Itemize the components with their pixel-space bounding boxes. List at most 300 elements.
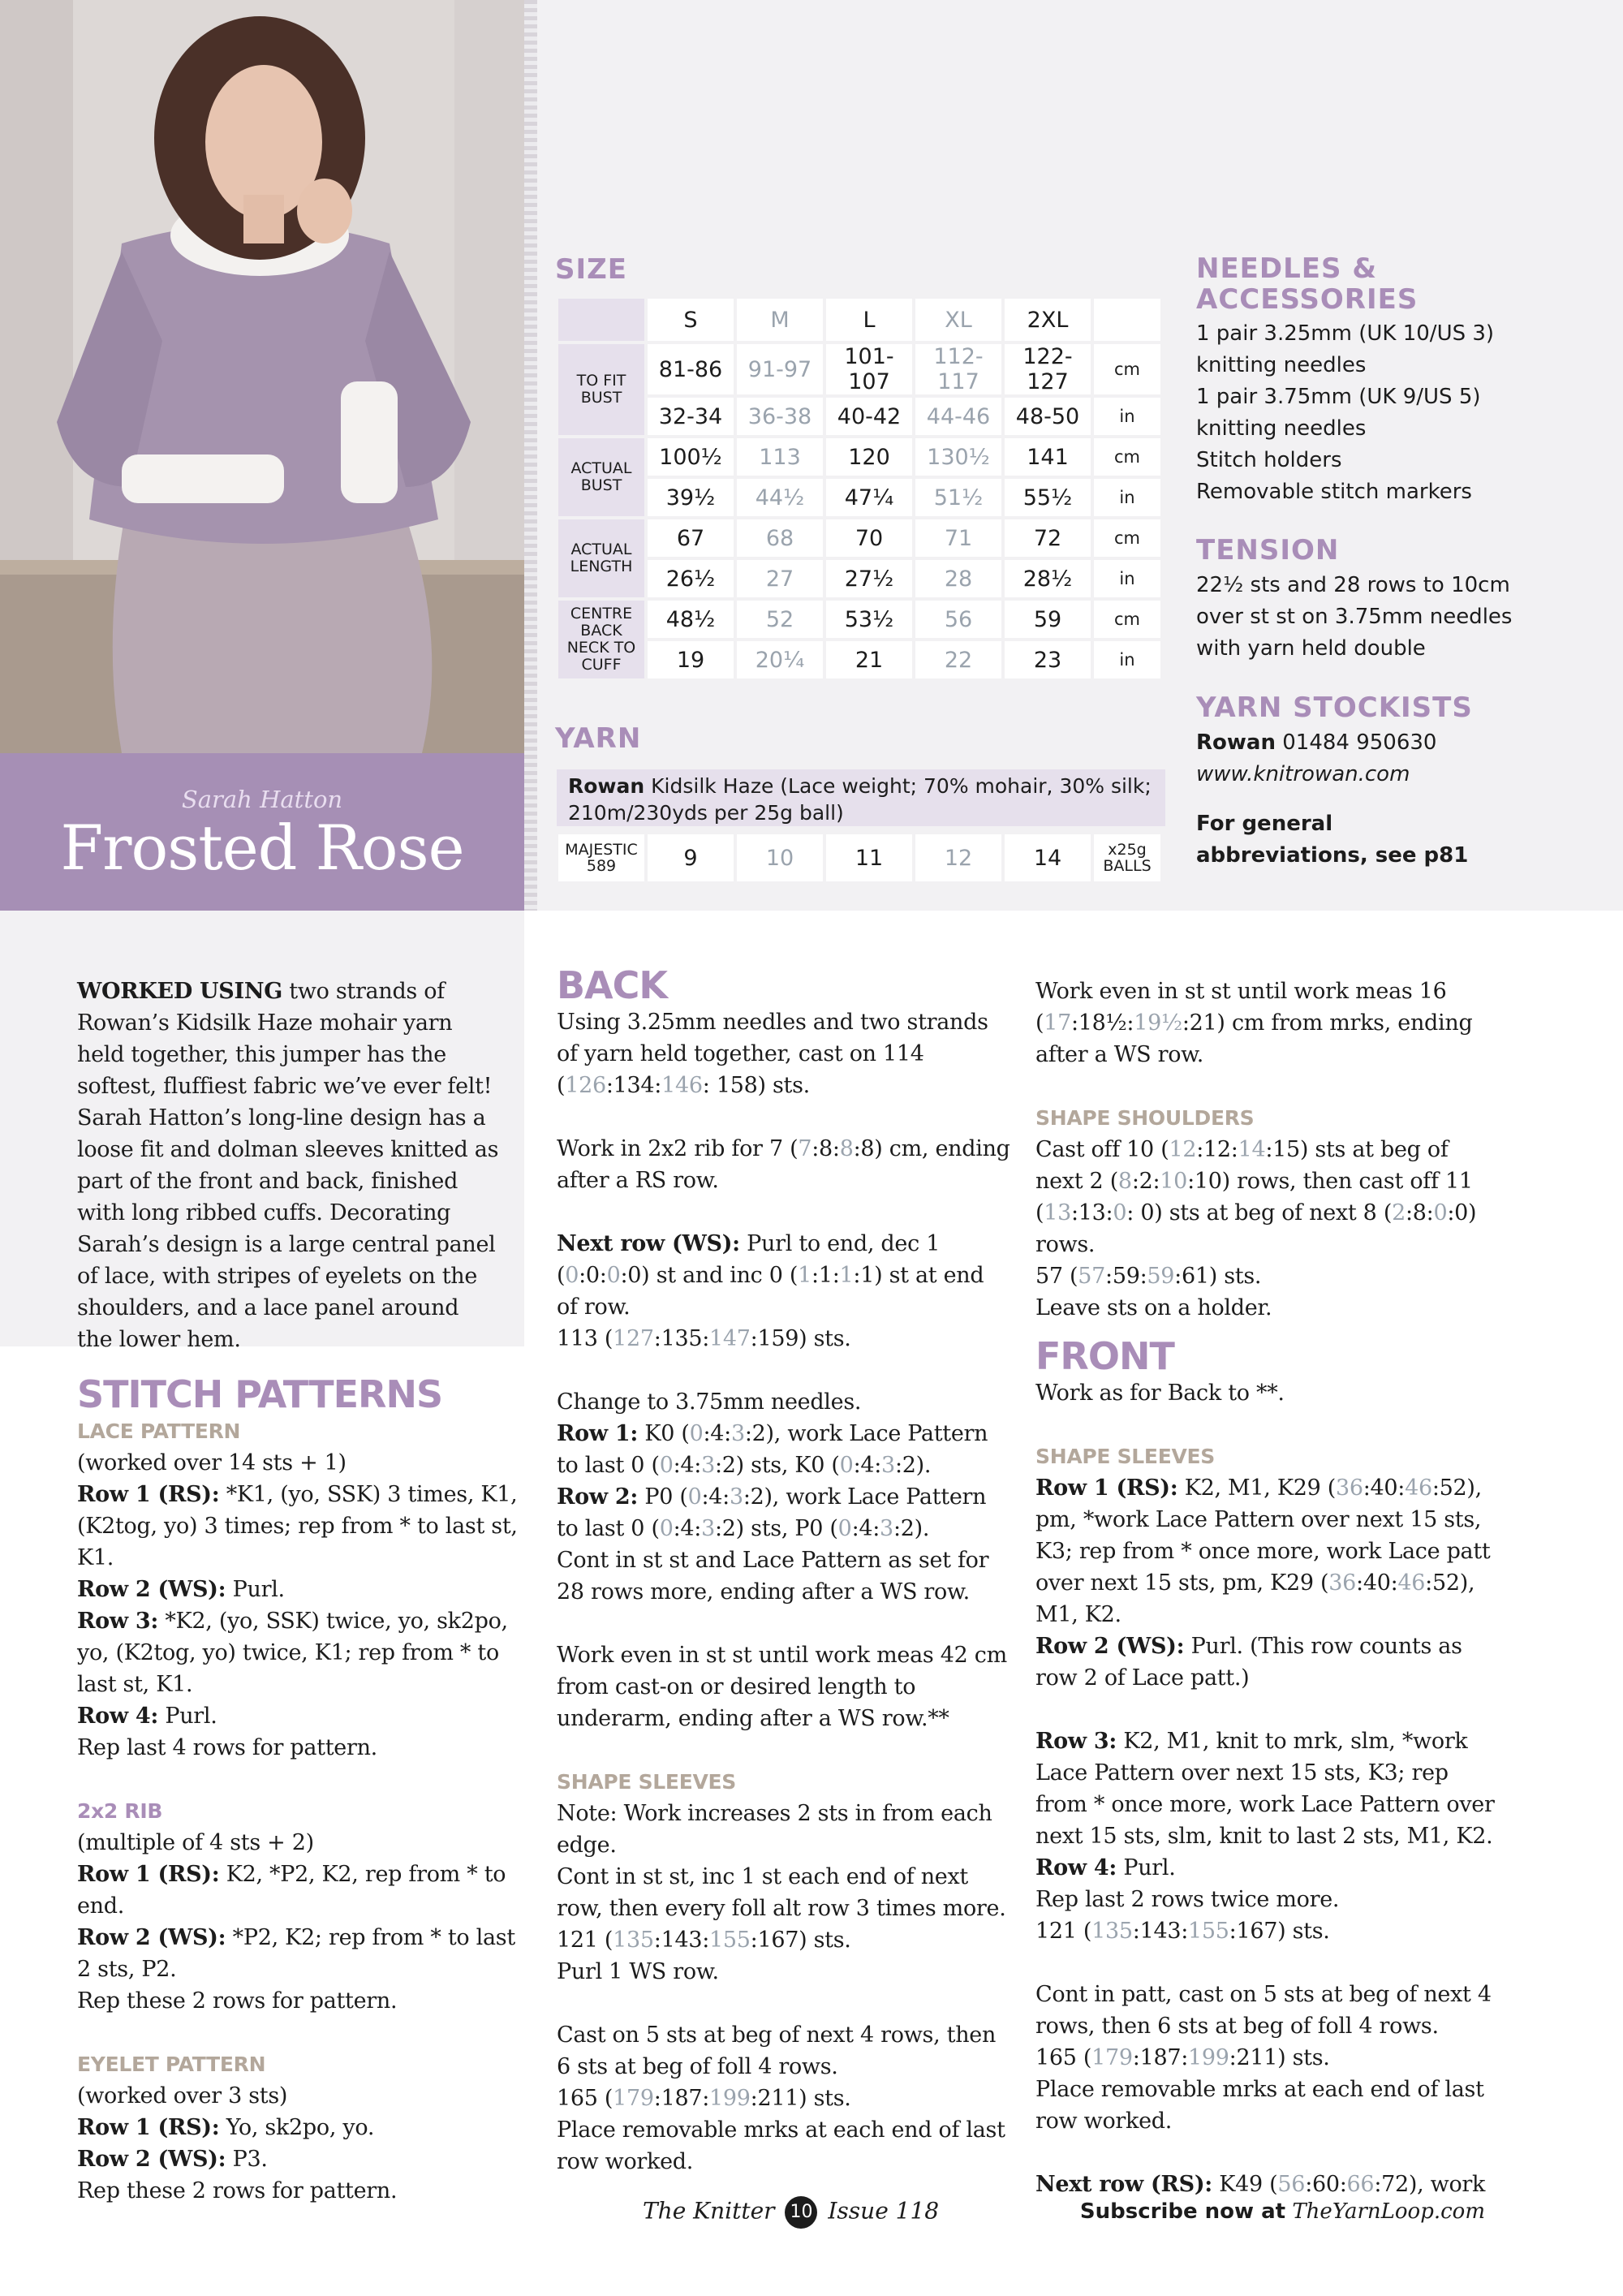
text: :21) cm from mrks, ending after a WS row. <box>1035 1010 1473 1067</box>
row-label: Row 3: <box>1035 1729 1117 1754</box>
text: Using 3.25mm needles and two strands of yarn held together, cast on 114 ( <box>557 1010 988 1098</box>
eyelet-repeat: Rep these 2 rows for pattern. <box>77 2178 398 2203</box>
text: 3 <box>701 1516 715 1541</box>
back-row-1 <box>557 1418 1011 1481</box>
yarn-unit: x25g BALLS <box>1094 834 1160 881</box>
back-rib <box>557 1133 1011 1196</box>
size-cell: 48½ <box>648 601 734 638</box>
front-count-1 <box>1035 1915 1502 1947</box>
text: :15) sts at beg of next 2 ( <box>1035 1137 1449 1194</box>
text: 0 <box>659 1453 674 1478</box>
size-unit: cm <box>1094 519 1160 557</box>
text: :40: <box>1356 1570 1398 1596</box>
text: :1) st at end of row. <box>557 1263 984 1320</box>
text: 7 <box>798 1136 812 1161</box>
text: 147 <box>709 1326 751 1351</box>
text: 135 <box>1091 1919 1133 1944</box>
stockists-block <box>1196 727 1602 872</box>
text: :211) sts. <box>750 2086 851 2111</box>
stitch-patterns-column <box>77 1373 532 2207</box>
intro-lead: WORKED USING <box>77 979 282 1004</box>
text: :13: <box>1071 1200 1113 1226</box>
text: 1 <box>798 1263 812 1288</box>
text: 127 <box>613 1326 654 1351</box>
size-unit: cm <box>1094 438 1160 476</box>
size-cell: 113 <box>737 438 823 476</box>
text: 3 <box>880 1516 893 1541</box>
needles-item: Stitch holders <box>1196 448 1342 472</box>
eyelet-row-2 <box>77 2143 532 2175</box>
text: :8) cm, ending after a RS row. <box>557 1136 1010 1193</box>
text: :59: <box>1105 1264 1147 1289</box>
text: :1: <box>812 1263 840 1288</box>
leave-sts: Leave sts on a holder. <box>1035 1295 1272 1320</box>
shoulders-count <box>1035 1260 1502 1292</box>
size-cell: 39½ <box>648 479 734 516</box>
front-cont: Cont in patt, cast on 5 sts at beg of next 4 rows, then 6 sts at beg of foll 4 rows. <box>1035 1982 1492 2039</box>
stockist-name: Rowan <box>1196 730 1276 755</box>
size-row <box>558 398 1160 435</box>
row-text: *K2, (yo, SSK) twice, yo, sk2po, yo, (K2tog, yo) twice, K1; rep from * to last st, K1. <box>77 1609 508 1697</box>
text: :8: <box>1405 1200 1434 1226</box>
text: :4: <box>851 1516 880 1541</box>
subscribe-text: Subscribe now at <box>1079 2199 1286 2224</box>
front-markers: Place removable mrks at each end of last row worked. <box>1035 2077 1484 2134</box>
text: 19½ <box>1134 1010 1182 1036</box>
text: 56 <box>1277 2172 1306 2197</box>
size-cell: 120 <box>826 438 912 476</box>
text: 57 <box>1078 1264 1106 1289</box>
text: :2), work Lace Pattern to last 0 ( <box>557 1421 988 1478</box>
text: 66 <box>1346 2172 1375 2197</box>
text: 113 ( <box>557 1326 613 1351</box>
front-row-4 <box>1035 1852 1502 1884</box>
size-cell: 141 <box>1005 438 1091 476</box>
text: 165 ( <box>557 2086 613 2111</box>
size-cell: 28½ <box>1005 560 1091 597</box>
back-sleeves-note: Note: Work increases 2 sts in from each edge. <box>557 1801 992 1858</box>
yarn-balls: 9 <box>648 834 734 881</box>
text: 1 <box>839 1263 854 1288</box>
size-cell: 47¼ <box>826 479 912 516</box>
stockist-website[interactable]: www.knitrowan.com <box>1196 762 1410 786</box>
col3-work-even <box>1035 976 1502 1070</box>
shape-shoulders-heading: SHAPE SHOULDERS <box>1035 1106 1255 1130</box>
size-row <box>558 519 1160 557</box>
text: 3 <box>881 1453 895 1478</box>
size-cell: 56 <box>915 601 1001 638</box>
text: 46 <box>1397 1570 1426 1596</box>
back-count-1 <box>557 1323 1011 1355</box>
text: :167) sts. <box>1229 1919 1330 1944</box>
text: 17 <box>1044 1010 1071 1036</box>
text: :18½: <box>1071 1010 1134 1036</box>
size-cell: 53½ <box>826 601 912 638</box>
lace-repeat: Rep last 4 rows for pattern. <box>77 1735 377 1760</box>
text: :134: <box>605 1073 662 1098</box>
size-cell: 19 <box>648 641 734 678</box>
row-label: Row 2 (WS): <box>77 2147 226 2172</box>
front-heading: FRONT <box>1035 1334 1174 1378</box>
size-cell: 44-46 <box>915 398 1001 435</box>
size-cell: 26½ <box>648 560 734 597</box>
text: :143: <box>653 1928 710 1953</box>
text: 0 <box>1113 1200 1127 1226</box>
size-cell: 21 <box>826 641 912 678</box>
intro-paragraph <box>77 976 499 1355</box>
row-label: Row 1 (RS): <box>77 2115 220 2140</box>
size-m: M <box>737 299 823 341</box>
yarn-balls: 10 <box>737 834 823 881</box>
size-header-blank <box>558 299 644 341</box>
text: 8 <box>1117 1169 1132 1194</box>
tension-text: 22½ sts and 28 rows to 10cm over st st on 3.75mm needles with yarn held double <box>1196 573 1513 661</box>
size-table <box>555 295 1164 682</box>
text: 165 ( <box>1035 2045 1092 2070</box>
eyelet-note: (worked over 3 sts) <box>77 2083 288 2109</box>
text: :8: <box>812 1136 840 1161</box>
front-column <box>1035 976 1502 2200</box>
needles-heading: NEEDLES & ACCESSORIES <box>1196 252 1419 316</box>
size-cell: 36-38 <box>737 398 823 435</box>
text: 0 <box>565 1263 579 1288</box>
row-label: Row 2: <box>557 1484 639 1510</box>
text: :4: <box>701 1484 730 1510</box>
back-row-2 <box>557 1481 1011 1544</box>
size-row <box>558 438 1160 476</box>
row-label: Row 2 (WS): <box>77 1577 226 1602</box>
row-label: Row 2 (WS): <box>1035 1634 1185 1659</box>
row-label: Next row (RS): <box>1035 2172 1212 2197</box>
row-text: *K1, (yo, SSK) 3 times, K1, (K2tog, yo) 3 times; rep from * to last st, K1. <box>77 1482 518 1570</box>
text: 0 <box>606 1263 621 1288</box>
back-markers: Place removable mrks at each end of last row worked. <box>557 2117 1005 2174</box>
size-cell: 71 <box>915 519 1001 557</box>
text: Work even in st st until work meas 16 ( <box>1035 979 1447 1036</box>
size-unit: cm <box>1094 344 1160 394</box>
text: :2: <box>1131 1169 1160 1194</box>
size-cell: 59 <box>1005 601 1091 638</box>
front-count-2 <box>1035 2042 1502 2074</box>
back-purl-row: Purl 1 WS row. <box>557 1959 719 1984</box>
size-header-unit <box>1094 299 1160 341</box>
text: :167) sts. <box>750 1928 851 1953</box>
page-number: 10 <box>785 2196 817 2229</box>
text: :4: <box>853 1453 882 1478</box>
size-cell: 122-127 <box>1005 344 1091 394</box>
size-cell: 27½ <box>826 560 912 597</box>
issue-number: Issue 118 <box>828 2197 940 2225</box>
size-unit: cm <box>1094 601 1160 638</box>
back-heading: BACK <box>557 963 668 1007</box>
front-row-3 <box>1035 1725 1502 1852</box>
front-text: Work as for Back to **. <box>1035 1381 1285 1406</box>
text: 121 ( <box>557 1928 613 1953</box>
lace-row-3 <box>77 1605 532 1700</box>
size-cell: 91-97 <box>737 344 823 394</box>
size-row <box>558 560 1160 597</box>
size-cell: 28 <box>915 560 1001 597</box>
size-cell: 68 <box>737 519 823 557</box>
size-unit: in <box>1094 560 1160 597</box>
lace-row-2 <box>77 1574 532 1605</box>
row-label: Row 1: <box>557 1421 639 1446</box>
size-row-label: CENTRE BACK NECK TO CUFF <box>558 601 644 678</box>
text: :2). <box>894 1453 932 1478</box>
yarn-shade: MAJESTIC 589 <box>558 834 644 881</box>
text: 3 <box>729 1484 743 1510</box>
stockist-phone: 01484 950630 <box>1282 730 1437 755</box>
text: :4: <box>673 1453 702 1478</box>
text: :143: <box>1132 1919 1189 1944</box>
text: K2, M1, knit to mrk, slm, *work Lace Pattern over next 15 sts, K3; rep from * once more, work Lace Pattern over next 15 sts, slm, knit to last 2 sts, M1, K2. <box>1035 1729 1495 1849</box>
text: 0 <box>689 1421 704 1446</box>
size-cell: 27 <box>737 560 823 597</box>
text: :0) st and inc 0 ( <box>620 1263 799 1288</box>
stitch-patterns-heading: STITCH PATTERNS <box>77 1372 443 1416</box>
subscribe-link[interactable]: TheYarnLoop.com <box>1292 2199 1485 2224</box>
size-s: S <box>648 299 734 341</box>
yarn-balls: 11 <box>826 834 912 881</box>
tension-heading: TENSION <box>1196 534 1340 566</box>
model-photo-illustration <box>0 0 524 753</box>
text: K2, M1, K29 ( <box>1184 1475 1336 1501</box>
size-header-row <box>558 299 1160 341</box>
text: Work in 2x2 rib for 7 ( <box>557 1136 799 1161</box>
text: :2). <box>893 1516 930 1541</box>
yarn-quantity-table <box>555 831 1164 885</box>
knit-rib-border <box>524 0 537 911</box>
row-label: Row 4: <box>77 1704 159 1729</box>
front-row-2 <box>1035 1630 1502 1694</box>
abbreviations-note: For general abbreviations, see p81 <box>1196 812 1469 868</box>
text: :135: <box>653 1326 710 1351</box>
rib-heading: 2x2 RIB <box>77 1799 163 1823</box>
needles-list <box>1196 318 1602 508</box>
text: 2 <box>1392 1200 1406 1226</box>
text: 0 <box>687 1484 702 1510</box>
stockists-heading: YARN STOCKISTS <box>1196 691 1473 724</box>
text: 179 <box>1091 2045 1133 2070</box>
size-unit: in <box>1094 398 1160 435</box>
text: Cast off 10 ( <box>1035 1137 1169 1162</box>
text: Purl to end, dec 1 ( <box>557 1231 941 1288</box>
size-2xl: 2XL <box>1005 299 1091 341</box>
text: :52), M1, K2. <box>1035 1570 1475 1627</box>
back-cast-on-sts: Cast on 5 sts at beg of next 4 rows, then 6 sts at beg of foll 4 rows. <box>557 2022 997 2079</box>
text: 36 <box>1335 1475 1363 1501</box>
size-cell: 100½ <box>648 438 734 476</box>
text: K0 ( <box>644 1421 690 1446</box>
text: :52), pm, *work Lace Pattern over next 15 sts, K3; rep from * once more, work Lace patt over next 15 sts, pm, K29 ( <box>1035 1475 1491 1596</box>
text: K49 ( <box>1219 2172 1278 2197</box>
size-cell: 22 <box>915 641 1001 678</box>
size-row <box>558 641 1160 678</box>
yarn-brand: Rowan <box>568 774 645 798</box>
size-cell: 67 <box>648 519 734 557</box>
size-cell: 70 <box>826 519 912 557</box>
back-count-2 <box>557 1924 1011 1956</box>
size-row-label: ACTUAL BUST <box>558 438 644 516</box>
size-row-label: TO FIT BUST <box>558 344 644 435</box>
size-unit: in <box>1094 641 1160 678</box>
back-column <box>557 964 1011 2178</box>
rib-row-1 <box>77 1859 532 1922</box>
eyelet-heading: EYELET PATTERN <box>77 2053 266 2076</box>
size-heading: SIZE <box>555 253 628 286</box>
back-cast-on <box>557 1006 1011 1101</box>
size-cell: 23 <box>1005 641 1091 678</box>
size-cell: 20¼ <box>737 641 823 678</box>
text: : 158) sts. <box>702 1073 810 1098</box>
text: :2) sts, K0 ( <box>714 1453 840 1478</box>
eyelet-row-1 <box>77 2112 532 2143</box>
back-count-3 <box>557 2083 1011 2114</box>
text: :72), work <box>1374 2172 1486 2197</box>
text: 199 <box>1188 2045 1229 2070</box>
yarn-details: Kidsilk Haze (Lace weight; 70% mohair, 30% silk; 210m/230yds per 25g ball) <box>568 774 1152 825</box>
back-change-needles: Change to 3.75mm needles. <box>557 1389 862 1415</box>
text: :159) sts. <box>750 1326 851 1351</box>
text: P0 ( <box>644 1484 688 1510</box>
text: Purl. <box>1123 1855 1176 1880</box>
footer-magazine <box>643 2196 939 2229</box>
lace-note: (worked over 14 sts + 1) <box>77 1450 347 1475</box>
row-text: Purl. <box>232 1577 285 1602</box>
back-next-row <box>557 1228 1011 1323</box>
text: 14 <box>1238 1137 1266 1162</box>
text: : 0) sts at beg of next 8 ( <box>1126 1200 1393 1226</box>
size-cell: 112-117 <box>915 344 1001 394</box>
size-xl: XL <box>915 299 1001 341</box>
size-row-label: ACTUAL LENGTH <box>558 519 644 597</box>
text: :61) sts. <box>1174 1264 1262 1289</box>
text: :2) sts, P0 ( <box>714 1516 838 1541</box>
text: 46 <box>1405 1475 1432 1501</box>
text: 8 <box>839 1136 854 1161</box>
front-next-row <box>1035 2169 1502 2200</box>
text: Purl. (This row counts as row 2 of Lace patt.) <box>1035 1634 1462 1691</box>
back-continue: Cont in st st and Lace Pattern as set for 28 rows more, ending after a WS row. <box>557 1548 989 1605</box>
text: :60: <box>1305 2172 1347 2197</box>
model-photo <box>0 0 524 753</box>
text: :4: <box>703 1421 731 1446</box>
magazine-name: The Knitter <box>643 2197 775 2225</box>
size-cell: 51½ <box>915 479 1001 516</box>
size-cell: 72 <box>1005 519 1091 557</box>
row-label: Row 1 (RS): <box>1035 1475 1178 1501</box>
text: 3 <box>730 1421 745 1446</box>
text: 0 <box>839 1453 854 1478</box>
row-label: Row 1 (RS): <box>77 1482 220 1507</box>
text: 126 <box>565 1073 606 1098</box>
lace-pattern-heading: LACE PATTERN <box>77 1419 241 1443</box>
size-cell: 44½ <box>737 479 823 516</box>
row-text: P3. <box>232 2147 268 2172</box>
back-shape-sleeves-heading: SHAPE SLEEVES <box>557 1770 737 1794</box>
size-cell: 48-50 <box>1005 398 1091 435</box>
text: :187: <box>653 2086 710 2111</box>
text: 0 <box>1433 1200 1448 1226</box>
size-row <box>558 344 1160 394</box>
size-cell: 32-34 <box>648 398 734 435</box>
text: :187: <box>1132 2045 1189 2070</box>
text: :0: <box>579 1263 607 1288</box>
text: 155 <box>1188 1919 1229 1944</box>
text: 57 ( <box>1035 1264 1078 1289</box>
rib-note: (multiple of 4 sts + 2) <box>77 1830 314 1855</box>
yarn-heading: YARN <box>555 722 642 755</box>
rib-row-2 <box>77 1922 532 1985</box>
row-text: K2, *P2, K2, rep from * to end. <box>77 1862 506 1919</box>
text: :10) rows, then cast off 11 ( <box>1035 1169 1473 1226</box>
shoulders-text <box>1035 1134 1502 1260</box>
size-cell: 55½ <box>1005 479 1091 516</box>
text: :12: <box>1196 1137 1238 1162</box>
size-cell: 40-42 <box>826 398 912 435</box>
yarn-balls: 14 <box>1005 834 1091 881</box>
footer-subscribe <box>1080 2199 1485 2224</box>
size-cell: 81-86 <box>648 344 734 394</box>
row-label: Row 3: <box>77 1609 159 1634</box>
lace-row-4 <box>77 1700 532 1732</box>
row-text: Purl. <box>165 1704 217 1729</box>
text: 0 <box>659 1516 674 1541</box>
size-l: L <box>826 299 912 341</box>
row-label: Next row (WS): <box>557 1231 740 1256</box>
yarn-balls: 12 <box>915 834 1001 881</box>
pattern-title: Frosted Rose <box>60 812 464 884</box>
text: 12 <box>1169 1137 1197 1162</box>
text: :0) rows. <box>1035 1200 1477 1257</box>
size-cell: 101-107 <box>826 344 912 394</box>
needles-item: Removable stitch markers <box>1196 480 1472 504</box>
needles-item: 1 pair 3.75mm (UK 9/US 5) knitting needles <box>1196 385 1481 441</box>
text: :40: <box>1363 1475 1406 1501</box>
text: 10 <box>1160 1169 1188 1194</box>
rib-repeat: Rep these 2 rows for pattern. <box>77 1988 398 2014</box>
text: 13 <box>1044 1200 1071 1226</box>
text: 121 ( <box>1035 1919 1092 1944</box>
text: 146 <box>661 1073 703 1098</box>
text: 155 <box>709 1928 751 1953</box>
text: 179 <box>613 2086 654 2111</box>
text: 199 <box>709 2086 751 2111</box>
size-row <box>558 479 1160 516</box>
size-cell: 52 <box>737 601 823 638</box>
back-sleeves-inc: Cont in st st, inc 1 st each end of next row, then every foll alt row 3 times more. <box>557 1864 1006 1921</box>
front-row-1 <box>1035 1472 1502 1630</box>
row-label: Row 4: <box>1035 1855 1117 1880</box>
lace-row-1 <box>77 1479 532 1574</box>
front-shape-sleeves-heading: SHAPE SLEEVES <box>1035 1445 1216 1468</box>
text: 3 <box>701 1453 715 1478</box>
text: :2), work Lace Pattern to last 0 ( <box>557 1484 987 1541</box>
text: 0 <box>837 1516 852 1541</box>
intro-text: two strands of Rowan’s Kidsilk Haze mohair yarn held together, this jumper has the softest, fluffiest fabric we’ve ever felt! Sarah Hatton’s long-line design has a loose fit and dolman sleeves knitted as part of the front and back, finished with long ribbed cuffs. Decorating Sarah’s design is a large central panel of lace, with stripes of eyelets on the shoulders, and a lace panel around the lower hem. <box>77 979 499 1352</box>
front-repeat: Rep last 2 rows twice more. <box>1035 1887 1340 1912</box>
text: :4: <box>673 1516 702 1541</box>
needles-item: 1 pair 3.25mm (UK 10/US 3) knitting needles <box>1196 321 1495 377</box>
size-unit: in <box>1094 479 1160 516</box>
size-row <box>558 601 1160 638</box>
text: 59 <box>1147 1264 1175 1289</box>
row-label: Row 1 (RS): <box>77 1862 220 1887</box>
text: :211) sts. <box>1229 2045 1330 2070</box>
text: 36 <box>1328 1570 1357 1596</box>
row-text: *P2, K2; rep from * to last 2 sts, P2. <box>77 1925 515 1982</box>
yarn-description <box>557 769 1165 826</box>
